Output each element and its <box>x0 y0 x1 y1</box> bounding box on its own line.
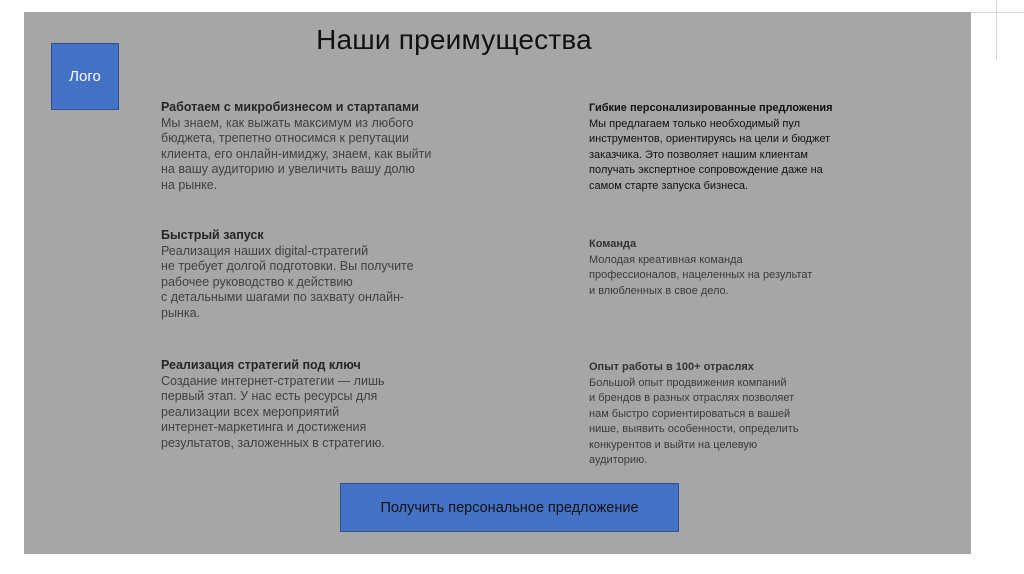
feature-line: клиента, его онлайн-имиджу, знаем, как выйти <box>161 146 432 161</box>
feature-heading: Работаем с микробизнесом и стартапами <box>161 100 419 114</box>
feature-line: Молодая креативная команда <box>589 253 743 266</box>
feature-line: Реализация наших digital-стратегий <box>161 243 369 258</box>
feature-microbusiness <box>161 100 461 193</box>
feature-line: и влюбленных в свое дело. <box>589 284 729 297</box>
get-offer-label: Получить персональное предложение <box>380 499 639 516</box>
feature-line: интернет-маркетинга и достижения <box>161 420 367 434</box>
feature-line: рабочее руководство к действию <box>161 274 353 289</box>
feature-line: Большой опыт продвижения компаний <box>589 376 787 389</box>
slide <box>24 12 971 554</box>
feature-heading: Гибкие персонализированные предложения <box>589 102 833 114</box>
feature-line: с детальными шагами по захвату онлайн- <box>161 290 405 304</box>
feature-line: профессионалов, нацеленных на результат <box>589 269 813 281</box>
feature-line: получать экспертное сопровождение даже на <box>589 164 823 176</box>
logo-box <box>51 43 119 110</box>
corner-rule-vertical <box>996 0 997 60</box>
feature-team <box>589 237 859 299</box>
feature-line: аудиторию. <box>589 454 648 466</box>
feature-line: конкурентов и выйти на целевую <box>589 438 758 451</box>
feature-line: на вашу аудиторию и увеличить вашу долю <box>161 162 415 176</box>
feature-line: Создание интернет-стратегии — лишь <box>161 373 385 388</box>
feature-line: самом старте запуска бизнеса. <box>589 179 748 192</box>
feature-line: заказчика. Это позволяет нашим клиентам <box>589 148 808 161</box>
page-title: Наши преимущества <box>316 24 592 55</box>
feature-line: первый этап. У нас есть ресурсы для <box>161 389 378 403</box>
feature-heading: Быстрый запуск <box>161 228 264 242</box>
logo-label: Лого <box>69 68 101 85</box>
get-offer-button[interactable] <box>340 483 679 532</box>
feature-line: инструментов, ориентируясь на цели и бюджет <box>589 133 831 145</box>
feature-flexible-offers <box>589 101 859 194</box>
feature-turnkey <box>161 358 461 451</box>
feature-line: бюджета, трепетно относимся к репутации <box>161 131 410 145</box>
feature-line: результатов, заложенных в стратегию. <box>161 435 385 450</box>
feature-line: нише, выявить особенности, определить <box>589 423 799 435</box>
feature-line: Мы знаем, как выжать максимум из любого <box>161 115 414 130</box>
feature-heading: Реализация стратегий под ключ <box>161 358 361 372</box>
feature-line: рынка. <box>161 305 201 320</box>
feature-line: на рынке. <box>161 177 218 192</box>
feature-line: и брендов в разных отраслях позволяет <box>589 392 795 404</box>
feature-experience <box>589 360 859 469</box>
feature-heading: Команда <box>589 238 637 250</box>
feature-fast-launch <box>161 228 461 321</box>
feature-heading: Опыт работы в 100+ отраслях <box>589 361 754 373</box>
feature-line: не требует долгой подготовки. Вы получите <box>161 259 414 273</box>
feature-line: нам быстро сориентироваться в вашей <box>589 407 791 420</box>
feature-line: реализации всех мероприятий <box>161 404 340 419</box>
feature-line: Мы предлагаем только необходимый пул <box>589 117 801 130</box>
